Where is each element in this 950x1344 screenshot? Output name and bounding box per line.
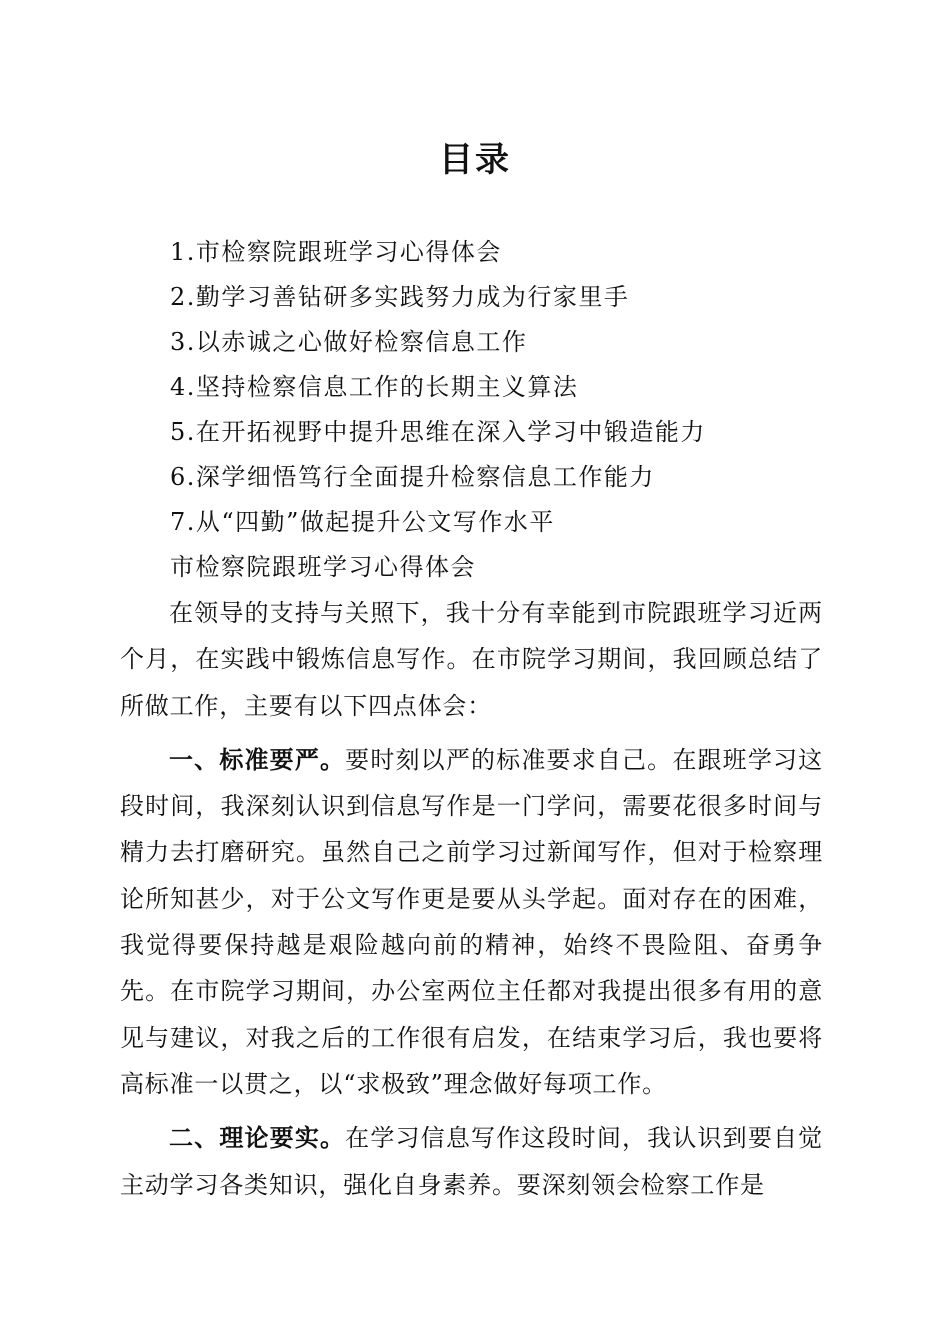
section-lead: 二、理论要实。 bbox=[169, 1124, 346, 1153]
section-lead: 一、标准要严。 bbox=[169, 745, 346, 774]
page-title: 目录 bbox=[439, 140, 511, 180]
article-body bbox=[120, 590, 823, 1208]
toc-item: 1.市检察院跟班学习心得体会 bbox=[170, 238, 502, 266]
section-paragraph bbox=[120, 737, 823, 1107]
section-paragraph bbox=[120, 1115, 823, 1208]
article-title: 市检察院跟班学习心得体会 bbox=[170, 553, 476, 581]
toc-item: 5.在开拓视野中提升思维在深入学习中锻造能力 bbox=[170, 418, 706, 446]
section-text: 要时刻以严的标准要求自己。在跟班学习这段时间，我深刻认识到信息写作是一门学问，需要花很多时间与精力去打磨研究。虽然自己之前学习过新闻写作，但对于检察理论所知甚少，对于公文写作更是要从头学起。面对存在的困难，我觉得要保持越是艰险越向前的精神，始终不畏险阻、奋勇争先。在市院学习期间，办公室两位主任都对我提出很多有用的意见与建议，对我之后的工作很有启发，在结束学习后，我也要将高标准一以贯之，以“求极致”理念做好每项工作。 bbox=[120, 745, 823, 1098]
toc-item: 4.坚持检察信息工作的长期主义算法 bbox=[170, 373, 579, 401]
table-of-contents bbox=[170, 230, 850, 545]
toc-item: 7.从“四勤”做起提升公文写作水平 bbox=[170, 508, 555, 536]
toc-item: 2.勤学习善钻研多实践努力成为行家里手 bbox=[170, 283, 630, 311]
toc-item: 3.以赤诚之心做好检察信息工作 bbox=[170, 328, 528, 356]
intro-paragraph: 在领导的支持与关照下，我十分有幸能到市院跟班学习近两个月，在实践中锻炼信息写作。在市院学习期间，我回顾总结了所做工作，主要有以下四点体会： bbox=[120, 599, 823, 720]
toc-item: 6.深学细悟笃行全面提升检察信息工作能力 bbox=[170, 463, 655, 491]
section-text: 在学习信息写作这段时间，我认识到要自觉主动学习各类知识，强化自身素养。要深刻领会检察工作是 bbox=[120, 1124, 823, 1199]
